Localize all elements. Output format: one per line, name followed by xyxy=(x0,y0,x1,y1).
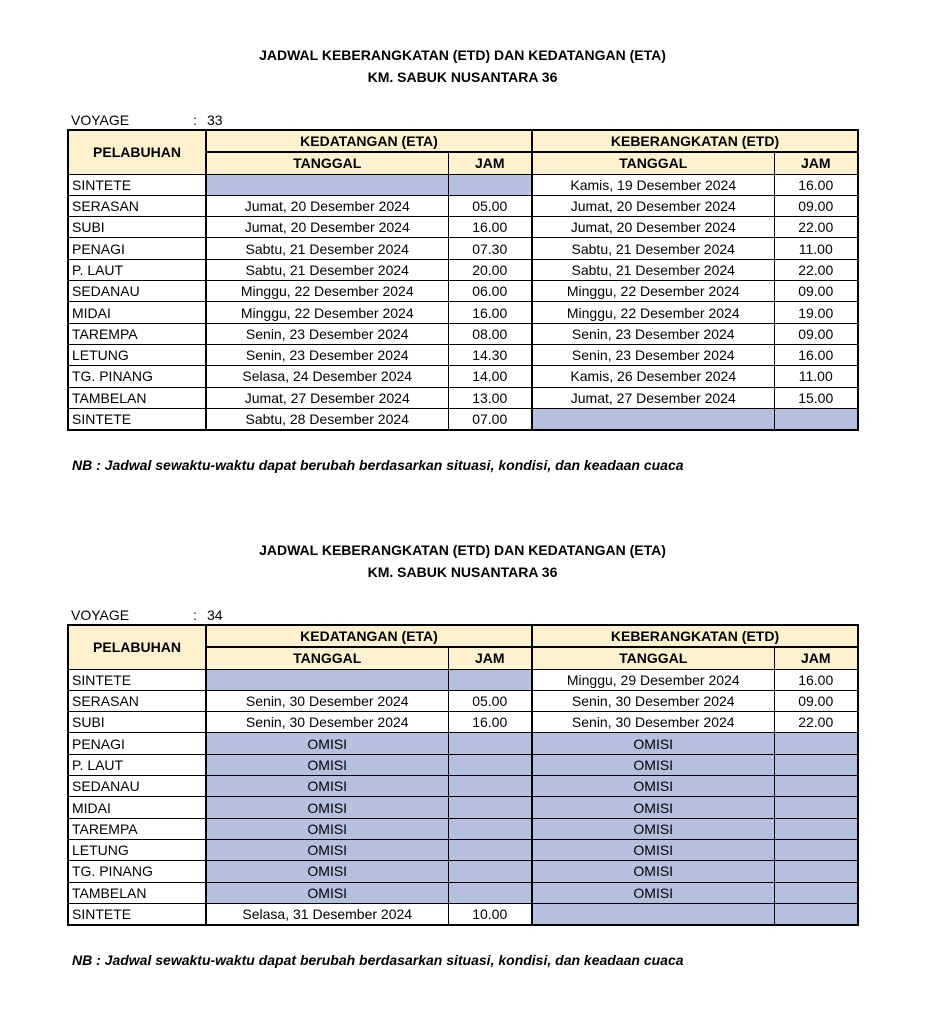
port-cell: P. LAUT xyxy=(68,259,206,280)
arrival-time-cell: 08.00 xyxy=(448,323,532,344)
port-cell: TG. PINANG xyxy=(68,861,206,882)
arrival-time-cell: 05.00 xyxy=(448,690,532,711)
arrival-date-cell: OMISI xyxy=(206,733,448,754)
arrival-time-cell: 20.00 xyxy=(448,259,532,280)
port-cell: SEDANAU xyxy=(68,776,206,797)
arrival-date-cell: Jumat, 20 Desember 2024 xyxy=(206,195,448,216)
arrival-date-cell: OMISI xyxy=(206,754,448,775)
voyage-label: VOYAGE xyxy=(71,112,130,128)
table-row xyxy=(68,195,858,216)
title-line-1: JADWAL KEBERANGKATAN (ETD) DAN KEDATANGAN (ETA) xyxy=(259,47,666,63)
departure-time-cell: 11.00 xyxy=(774,366,858,387)
arrival-time-cell: 14.30 xyxy=(448,344,532,365)
port-cell: MIDAI xyxy=(68,302,206,323)
departure-date-cell: Jumat, 20 Desember 2024 xyxy=(532,217,774,238)
table-row xyxy=(68,259,858,280)
arrival-date-cell: Minggu, 22 Desember 2024 xyxy=(206,302,448,323)
departure-date-cell: OMISI xyxy=(532,839,774,860)
port-cell: TAREMPA xyxy=(68,323,206,344)
voyage-number: 33 xyxy=(207,112,223,128)
header-departure-time: JAM xyxy=(774,647,858,669)
arrival-date-cell: Sabtu, 21 Desember 2024 xyxy=(206,238,448,259)
title-line-1: JADWAL KEBERANGKATAN (ETD) DAN KEDATANGAN (ETA) xyxy=(259,542,666,558)
arrival-time-cell: 16.00 xyxy=(448,302,532,323)
port-cell: SERASAN xyxy=(68,195,206,216)
arrival-date-cell: Selasa, 24 Desember 2024 xyxy=(206,366,448,387)
table-row xyxy=(68,669,858,690)
arrival-date-cell: Minggu, 22 Desember 2024 xyxy=(206,281,448,302)
schedule-title xyxy=(0,539,925,583)
arrival-date-cell xyxy=(206,669,448,690)
voyage-colon: : xyxy=(193,112,197,128)
departure-time-cell: 09.00 xyxy=(774,281,858,302)
arrival-time-cell: 05.00 xyxy=(448,195,532,216)
departure-time-cell xyxy=(774,733,858,754)
departure-date-cell: OMISI xyxy=(532,882,774,903)
departure-date-cell: Kamis, 19 Desember 2024 xyxy=(532,174,774,195)
departure-date-cell: OMISI xyxy=(532,797,774,818)
port-cell: LETUNG xyxy=(68,839,206,860)
port-cell: PENAGI xyxy=(68,238,206,259)
title-line-2: KM. SABUK NUSANTARA 36 xyxy=(367,69,558,85)
arrival-time-cell: 16.00 xyxy=(448,217,532,238)
table-row xyxy=(68,281,858,302)
header-arrival-time: JAM xyxy=(448,647,532,669)
departure-date-cell: Senin, 30 Desember 2024 xyxy=(532,712,774,733)
departure-time-cell xyxy=(774,882,858,903)
departure-date-cell: Minggu, 29 Desember 2024 xyxy=(532,669,774,690)
departure-date-cell: Sabtu, 21 Desember 2024 xyxy=(532,259,774,280)
departure-date-cell: OMISI xyxy=(532,861,774,882)
departure-time-cell xyxy=(774,861,858,882)
departure-time-cell: 09.00 xyxy=(774,195,858,216)
arrival-time-cell xyxy=(448,818,532,839)
header-port: PELABUHAN xyxy=(68,625,206,669)
departure-time-cell: 15.00 xyxy=(774,387,858,408)
departure-date-cell: OMISI xyxy=(532,733,774,754)
departure-time-cell: 09.00 xyxy=(774,690,858,711)
arrival-date-cell: Senin, 23 Desember 2024 xyxy=(206,344,448,365)
departure-date-cell: OMISI xyxy=(532,776,774,797)
arrival-date-cell: Senin, 30 Desember 2024 xyxy=(206,690,448,711)
port-cell: TG. PINANG xyxy=(68,366,206,387)
arrival-time-cell: 16.00 xyxy=(448,712,532,733)
departure-time-cell xyxy=(774,754,858,775)
header-port: PELABUHAN xyxy=(68,130,206,174)
header-departure: KEBERANGKATAN (ETD) xyxy=(532,130,858,152)
arrival-time-cell xyxy=(448,174,532,195)
departure-time-cell xyxy=(774,839,858,860)
header-departure: KEBERANGKATAN (ETD) xyxy=(532,625,858,647)
arrival-time-cell: 13.00 xyxy=(448,387,532,408)
header-departure-time: JAM xyxy=(774,152,858,174)
schedule-title xyxy=(0,44,925,88)
table-row xyxy=(68,818,858,839)
arrival-date-cell: OMISI xyxy=(206,818,448,839)
departure-time-cell: 16.00 xyxy=(774,344,858,365)
table-row xyxy=(68,217,858,238)
table-row xyxy=(68,776,858,797)
departure-date-cell: Minggu, 22 Desember 2024 xyxy=(532,302,774,323)
departure-date-cell: Senin, 23 Desember 2024 xyxy=(532,323,774,344)
arrival-date-cell: Selasa, 31 Desember 2024 xyxy=(206,903,448,925)
arrival-date-cell: OMISI xyxy=(206,839,448,860)
departure-date-cell: Sabtu, 21 Desember 2024 xyxy=(532,238,774,259)
voyage-number: 34 xyxy=(207,607,223,623)
arrival-time-cell xyxy=(448,882,532,903)
departure-time-cell: 22.00 xyxy=(774,259,858,280)
port-cell: SINTETE xyxy=(68,174,206,195)
arrival-date-cell: Jumat, 27 Desember 2024 xyxy=(206,387,448,408)
departure-time-cell xyxy=(774,818,858,839)
departure-date-cell: Jumat, 20 Desember 2024 xyxy=(532,195,774,216)
port-cell: SUBI xyxy=(68,217,206,238)
table-row xyxy=(68,839,858,860)
arrival-date-cell: Jumat, 20 Desember 2024 xyxy=(206,217,448,238)
arrival-date-cell: Senin, 23 Desember 2024 xyxy=(206,323,448,344)
schedule-note: NB : Jadwal sewaktu-waktu dapat berubah berdasarkan situasi, kondisi, dan keadaan cuaca xyxy=(72,457,684,473)
departure-date-cell: Kamis, 26 Desember 2024 xyxy=(532,366,774,387)
departure-date-cell: OMISI xyxy=(532,754,774,775)
departure-date-cell: Senin, 23 Desember 2024 xyxy=(532,344,774,365)
arrival-date-cell: OMISI xyxy=(206,861,448,882)
port-cell: TAMBELAN xyxy=(68,387,206,408)
port-cell: SINTETE xyxy=(68,669,206,690)
arrival-time-cell: 06.00 xyxy=(448,281,532,302)
port-cell: MIDAI xyxy=(68,797,206,818)
arrival-time-cell xyxy=(448,754,532,775)
schedule-note: NB : Jadwal sewaktu-waktu dapat berubah berdasarkan situasi, kondisi, dan keadaan cuaca xyxy=(72,952,684,968)
departure-date-cell: Jumat, 27 Desember 2024 xyxy=(532,387,774,408)
departure-time-cell: 22.00 xyxy=(774,712,858,733)
header-departure-date: TANGGAL xyxy=(532,647,774,669)
header-arrival: KEDATANGAN (ETA) xyxy=(206,625,532,647)
departure-time-cell: 09.00 xyxy=(774,323,858,344)
arrival-time-cell xyxy=(448,797,532,818)
arrival-time-cell: 14.00 xyxy=(448,366,532,387)
departure-date-cell xyxy=(532,903,774,925)
header-departure-date: TANGGAL xyxy=(532,152,774,174)
departure-date-cell: Minggu, 22 Desember 2024 xyxy=(532,281,774,302)
departure-time-cell: 11.00 xyxy=(774,238,858,259)
arrival-time-cell: 07.30 xyxy=(448,238,532,259)
arrival-time-cell xyxy=(448,861,532,882)
header-arrival-date: TANGGAL xyxy=(206,647,448,669)
departure-time-cell: 16.00 xyxy=(774,669,858,690)
table-row xyxy=(68,238,858,259)
table-row xyxy=(68,302,858,323)
header-arrival: KEDATANGAN (ETA) xyxy=(206,130,532,152)
port-cell: LETUNG xyxy=(68,344,206,365)
port-cell: SINTETE xyxy=(68,408,206,430)
departure-time-cell xyxy=(774,776,858,797)
schedule-table xyxy=(67,129,859,431)
departure-time-cell xyxy=(774,408,858,430)
table-row xyxy=(68,690,858,711)
arrival-time-cell xyxy=(448,669,532,690)
departure-time-cell xyxy=(774,797,858,818)
arrival-time-cell xyxy=(448,733,532,754)
table-row xyxy=(68,754,858,775)
table-row xyxy=(68,323,858,344)
arrival-time-cell: 07.00 xyxy=(448,408,532,430)
port-cell: SINTETE xyxy=(68,903,206,925)
arrival-date-cell: Sabtu, 28 Desember 2024 xyxy=(206,408,448,430)
port-cell: P. LAUT xyxy=(68,754,206,775)
port-cell: TAREMPA xyxy=(68,818,206,839)
voyage-colon: : xyxy=(193,607,197,623)
table-row xyxy=(68,387,858,408)
title-line-2: KM. SABUK NUSANTARA 36 xyxy=(367,564,558,580)
departure-date-cell: Senin, 30 Desember 2024 xyxy=(532,690,774,711)
departure-time-cell xyxy=(774,903,858,925)
table-row xyxy=(68,408,858,430)
departure-date-cell: OMISI xyxy=(532,818,774,839)
table-row xyxy=(68,712,858,733)
port-cell: TAMBELAN xyxy=(68,882,206,903)
table-row xyxy=(68,861,858,882)
arrival-date-cell: OMISI xyxy=(206,882,448,903)
arrival-date-cell: OMISI xyxy=(206,797,448,818)
schedule-table xyxy=(67,624,859,926)
voyage-label: VOYAGE xyxy=(71,607,130,623)
table-row xyxy=(68,174,858,195)
table-row xyxy=(68,797,858,818)
departure-time-cell: 16.00 xyxy=(774,174,858,195)
voyage-line xyxy=(71,606,223,624)
arrival-time-cell: 10.00 xyxy=(448,903,532,925)
arrival-date-cell: OMISI xyxy=(206,776,448,797)
port-cell: PENAGI xyxy=(68,733,206,754)
table-row xyxy=(68,882,858,903)
arrival-time-cell xyxy=(448,776,532,797)
departure-date-cell xyxy=(532,408,774,430)
port-cell: SERASAN xyxy=(68,690,206,711)
table-row xyxy=(68,366,858,387)
table-row xyxy=(68,903,858,925)
table-row xyxy=(68,733,858,754)
port-cell: SEDANAU xyxy=(68,281,206,302)
header-arrival-date: TANGGAL xyxy=(206,152,448,174)
departure-time-cell: 22.00 xyxy=(774,217,858,238)
table-row xyxy=(68,344,858,365)
voyage-line xyxy=(71,111,223,129)
arrival-date-cell: Sabtu, 21 Desember 2024 xyxy=(206,259,448,280)
arrival-date-cell xyxy=(206,174,448,195)
arrival-date-cell: Senin, 30 Desember 2024 xyxy=(206,712,448,733)
port-cell: SUBI xyxy=(68,712,206,733)
departure-time-cell: 19.00 xyxy=(774,302,858,323)
header-arrival-time: JAM xyxy=(448,152,532,174)
arrival-time-cell xyxy=(448,839,532,860)
